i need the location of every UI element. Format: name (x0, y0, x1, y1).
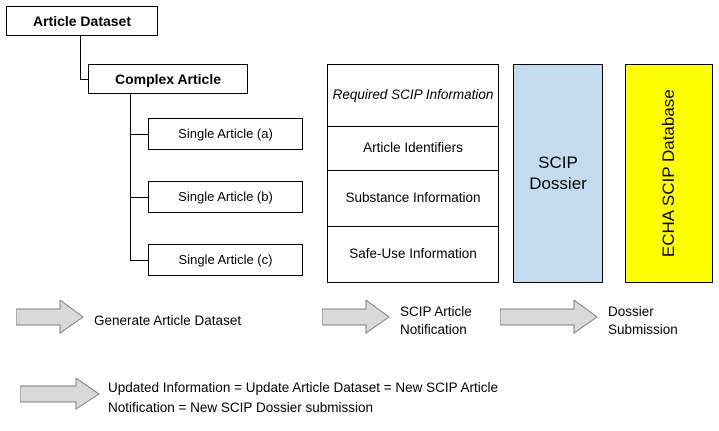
legend-line-1: Updated Information = Update Article Dataset = New SCIP Article (108, 380, 498, 395)
arrow-scip-notification-icon (322, 300, 390, 334)
echa-scip-database-label: ECHA SCIP Database (658, 89, 678, 258)
scip-table-row-safeuse (328, 227, 498, 282)
single-article-c-label: Single Article (c) (178, 251, 273, 267)
single-article-a-box (148, 118, 303, 150)
legend-text (108, 378, 498, 417)
connector-root-vertical (80, 36, 81, 79)
scip-dossier-box (513, 64, 603, 283)
legend-line-2: Notification = New SCIP Dossier submission (108, 399, 373, 415)
scip-table-row-substance (328, 171, 498, 227)
complex-article-label: Complex Article (114, 70, 222, 87)
article-dataset-box (6, 6, 158, 36)
connector-complex-vertical (130, 94, 131, 260)
article-dataset-label: Article Dataset (32, 12, 132, 29)
scip-table-row-substance-label: Substance Information (345, 190, 481, 206)
single-article-b-label: Single Article (b) (178, 188, 273, 204)
connector-child-b (130, 197, 149, 198)
scip-dossier-label: SCIP Dossier (529, 153, 587, 193)
arrow-legend-icon (20, 378, 100, 410)
connector-child-c (130, 260, 149, 261)
scip-table-header-label: Required SCIP Information (332, 87, 494, 103)
connector-child-a (130, 134, 149, 135)
arrow-dossier-submission-caption: Dossier Submission (608, 304, 678, 337)
arrow-scip-notification-caption: SCIP Article Notification (400, 304, 472, 337)
arrow-generate-dataset-icon (16, 300, 84, 334)
scip-table-row-identifiers (328, 127, 498, 171)
scip-table-row-safeuse-label: Safe-Use Information (349, 246, 477, 262)
single-article-a-label: Single Article (a) (178, 125, 273, 141)
complex-article-box (88, 64, 248, 94)
scip-information-table (327, 64, 499, 283)
arrow-generate-dataset-caption: Generate Article Dataset (94, 313, 242, 328)
single-article-c-box (148, 244, 303, 276)
arrow-dossier-submission-icon (500, 300, 598, 334)
connector-root-horizontal (80, 79, 89, 80)
echa-scip-database-box (625, 64, 713, 283)
single-article-b-box (148, 181, 303, 213)
scip-table-row-identifiers-label: Article Identifiers (363, 140, 463, 156)
scip-table-header (328, 65, 498, 127)
